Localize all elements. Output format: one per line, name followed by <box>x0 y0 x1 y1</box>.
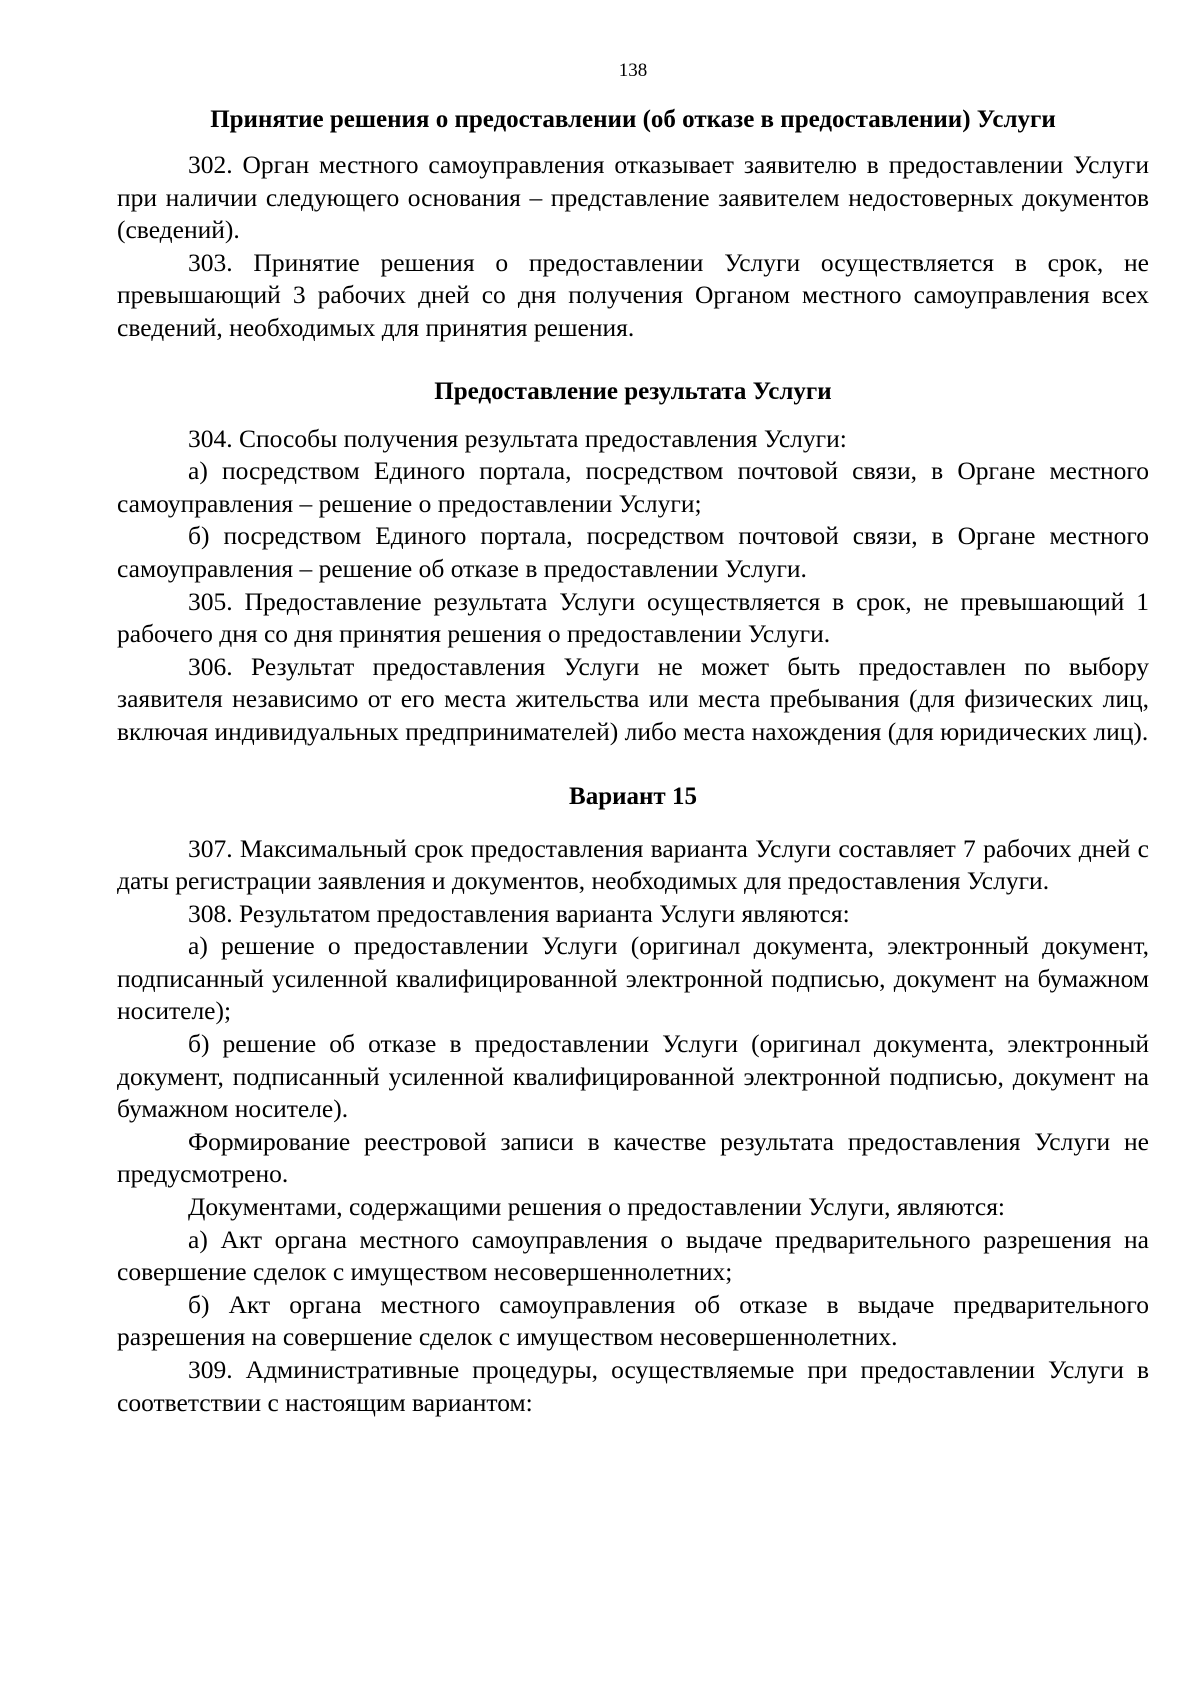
paragraph-308-b: б) решение об отказе в предоставлении Услуги (оригинал документа, электронный документ, подписанный усиленной квалифицированной электронной подписью, документ на бумажном носителе). <box>117 1029 1149 1124</box>
paragraph-307: 307. Максимальный срок предоставления варианта Услуги составляет 7 рабочих дней с даты регистрации заявления и документов, необходимых для предоставления Услуги. <box>117 833 1149 896</box>
paragraph-308-a: а) решение о предоставлении Услуги (оригинал документа, электронный документ, подписанный усиленной квалифицированной электронной подписью, документ на бумажном носителе); <box>117 931 1149 1026</box>
paragraph-decision-documents-a: а) Акт органа местного самоуправления о выдаче предварительного разрешения на совершение сделок с имуществом несовершеннолетних; <box>117 1224 1149 1287</box>
paragraph-305: 305. Предоставление результата Услуги осуществляется в срок, не превышающий 1 рабочего дня со дня принятия решения о предоставлении Услуги. <box>117 586 1149 649</box>
paragraph-304-b: б) посредством Единого портала, посредством почтовой связи, в Органе местного самоуправления – решение об отказе в предоставлении Услуги. <box>117 521 1149 583</box>
paragraph-304-a: а) посредством Единого портала, посредством почтовой связи, в Органе местного самоуправления – решение о предоставлении Услуги; <box>117 456 1149 518</box>
paragraph-decision-documents: Документами, содержащими решения о предоставлении Услуги, являются: <box>188 1192 1006 1222</box>
paragraph-303: 303. Принятие решения о предоставлении Услуги осуществляется в срок, не превышающий 3 рабочих дней со дня получения Органом местного самоуправления всех сведений, необходимых для принятия решения. <box>117 247 1149 342</box>
section-heading-decision: Принятие решения о предоставлении (об отказе в предоставлении) Услуги <box>210 106 1056 133</box>
paragraph-309: 309. Административные процедуры, осуществляемые при предоставлении Услуги в соответствии с настоящим вариантом: <box>117 1355 1149 1417</box>
paragraph-registry-record: Формирование реестровой записи в качестве результата предоставления Услуги не предусмотрено. <box>117 1126 1149 1189</box>
document-page <box>117 58 1149 1419</box>
paragraph-308: 308. Результатом предоставления варианта Услуги являются: <box>188 898 850 928</box>
page-number: 138 <box>618 60 648 81</box>
section-heading-result-delivery: Предоставление результата Услуги <box>434 377 832 405</box>
paragraph-306: 306. Результат предоставления Услуги не может быть предоставлен по выбору заявителя независимо от его места жительства или места пребывания (для физических лиц, включая индивидуальных предпринимателей) либо места нахождения (для юридических лиц). <box>117 651 1149 746</box>
paragraph-302: 302. Орган местного самоуправления отказывает заявителю в предоставлении Услуги при наличии следующего основания – представление заявителем недостоверных документов (сведений). <box>117 150 1149 245</box>
paragraph-304: 304. Способы получения результата предоставления Услуги: <box>188 423 847 453</box>
section-heading-variant-15: Вариант 15 <box>569 782 697 810</box>
paragraph-decision-documents-b: б) Акт органа местного самоуправления об отказе в выдаче предварительного разрешения на совершение сделок с имуществом несовершеннолетних. <box>117 1289 1149 1352</box>
